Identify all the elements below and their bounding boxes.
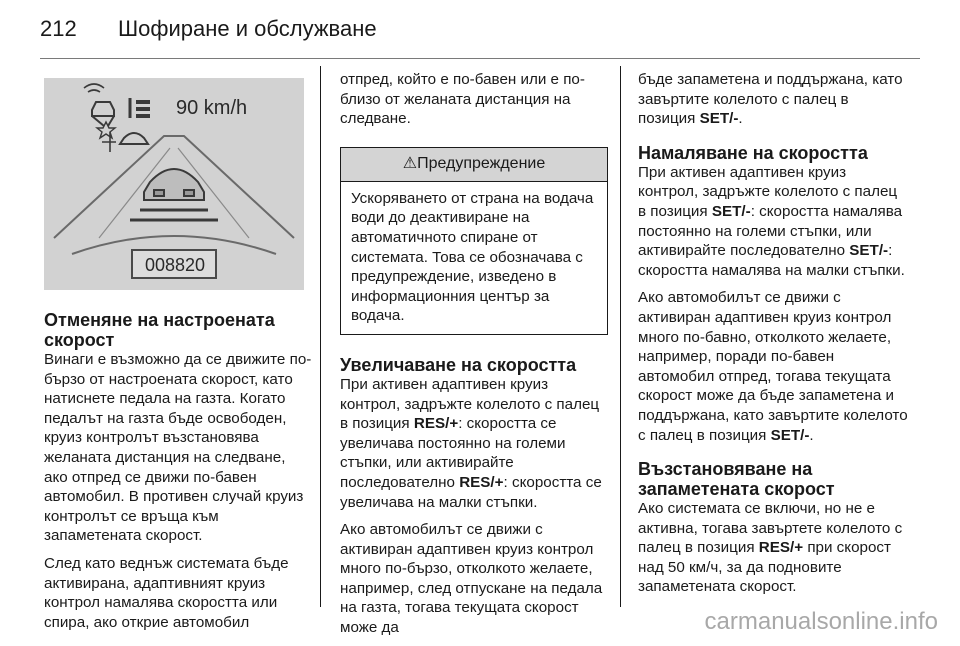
speed-readout: 90 km/h (176, 97, 248, 119)
paragraph: При активен адаптивен круиз контрол, задръжте колелото с палец в позиция RES/+: скоростта се увеличава постоянно на големи стъпки, или активирайте последователно RES/+: скоростта се увеличава на малки стъпки. (340, 375, 602, 511)
odometer-readout: 008820 (145, 255, 206, 275)
paragraph: Ако системата се включи, но не е активна, тогава завъртете колелото с палец в позиция RES/+ при скорост над 50 км/ч, за да подновите запаметената скорост. (638, 500, 903, 596)
column-1 (44, 310, 312, 640)
adaptive-cruise-icon (84, 84, 114, 126)
display-illustration (44, 78, 304, 290)
instrument-display-figure (44, 78, 304, 290)
warning-text: Ускоряването от страна на водача води до деактивиране на автоматичното спиране от системата. Това се обозначава с предупреждение, изведено в информационния център за водача. (351, 189, 594, 325)
car-ahead-graphic (144, 169, 204, 200)
section-heading-resume: Възстановяване на запаметената скорост (638, 459, 835, 500)
section-heading-cancel: Отменяне на настроената скорост (44, 310, 275, 350)
vehicle-ahead-icon (97, 122, 148, 152)
column-divider-2 (620, 66, 621, 607)
warning-box (340, 147, 608, 335)
header-rule (40, 58, 920, 59)
chapter-title: Шофиране и обслужване (118, 16, 377, 41)
warning-icon: ⚠ (402, 154, 418, 172)
paragraph: Винаги е възможно да се движите по-бързо от настроената скорост, като натиснете педала на газта. Когато педалът на газта бъде освободен, круиз контролът възстановява желаната дистанция на следване, ако отпред се движи по-бавен автомобил. В противен случай круиз контролът се връща към запаметената скорост. (44, 351, 312, 545)
column-2 (340, 70, 608, 646)
paragraph: Ако автомобилът се движи с активиран адаптивен круиз контрол много по-бързо, отколкото желаете, например, след отпускане на педала на газта, тогава текущата скорост може да (340, 521, 603, 637)
watermark: carmanualsonline.info (704, 608, 938, 635)
column-divider-1 (320, 66, 321, 607)
paragraph: бъде запаметена и поддържана, като завъртите колелото с палец в позиция SET/-. (638, 71, 903, 128)
section-heading-increase: Увеличаване на скоростта (340, 354, 577, 375)
warning-header (341, 148, 607, 182)
paragraph: При активен адаптивен круиз контрол, задръжте колелото с палец в позиция SET/-: скоростта намалява постоянно на големи стъпки, или активирайте последователно SET/-: скоростта намалява на малки стъпки. (638, 163, 905, 279)
paragraph: отпред, който е по-бавен или е по-близо от желаната дистанция на следване. (340, 71, 585, 128)
section-heading-decrease: Намаляване на скоростта (638, 142, 868, 163)
distance-bars-icon (130, 98, 150, 118)
paragraph: След като веднъж системата бъде активирана, адаптивният круиз контрол намалява скоростта или спира, ако открие автомобил (44, 554, 289, 631)
warning-title: Предупреждение (417, 154, 546, 172)
column-3 (638, 70, 908, 605)
paragraph: Ако автомобилът се движи с активиран адаптивен круиз контрол много по-бавно, отколкото желаете, например, поради по-бавен автомобил отпред, тогава текущата скорост може да бъде запаметена и поддържана, като завъртите колелото с палец в позиция SET/-. (638, 289, 908, 444)
page-number: 212 (40, 16, 77, 41)
